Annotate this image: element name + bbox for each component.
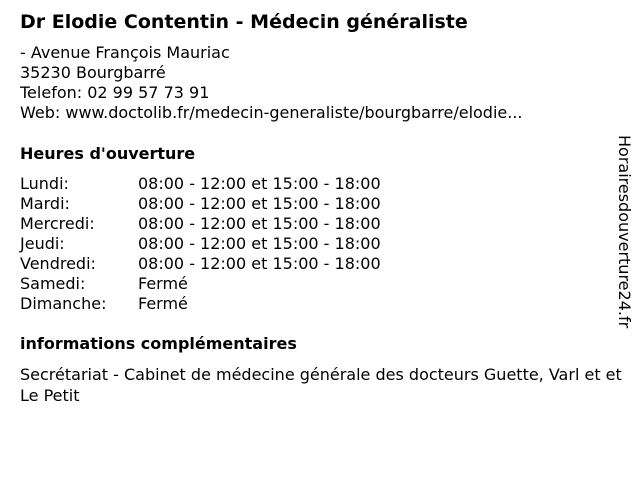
page-title: Dr Elodie Contentin - Médecin généraliste [20, 11, 468, 33]
phone-number[interactable]: Telefon: 02 99 57 73 91 [20, 83, 210, 102]
hours-day: Vendredi: [20, 254, 96, 273]
address-block [20, 43, 523, 123]
hours-day: Dimanche: [20, 294, 107, 313]
hours-time: Fermé [138, 294, 188, 313]
hours-time: 08:00 - 12:00 et 15:00 - 18:00 [138, 254, 381, 273]
watermark-text: Horairesdouverture24.fr [615, 135, 634, 329]
hours-day: Mercredi: [20, 214, 95, 233]
hours-time: 08:00 - 12:00 et 15:00 - 18:00 [138, 174, 381, 193]
additional-info-text: Secrétariat - Cabinet de médecine générale des docteurs Guette, Varl et et Le Petit [20, 365, 622, 405]
hours-time: 08:00 - 12:00 et 15:00 - 18:00 [138, 194, 381, 213]
hours-time: Fermé [138, 274, 188, 293]
hours-day: Samedi: [20, 274, 86, 293]
hours-time: 08:00 - 12:00 et 15:00 - 18:00 [138, 214, 381, 233]
hours-day: Jeudi: [20, 234, 65, 253]
hours-day: Lundi: [20, 174, 69, 193]
additional-info-heading: informations complémentaires [20, 334, 297, 353]
website-link[interactable]: Web: www.doctolib.fr/medecin-generaliste/bourgbarre/elodie... [20, 103, 523, 122]
hours-time: 08:00 - 12:00 et 15:00 - 18:00 [138, 234, 381, 253]
city-postcode: 35230 Bourgbarré [20, 63, 166, 82]
opening-hours-heading: Heures d'ouverture [20, 144, 196, 163]
hours-day: Mardi: [20, 194, 70, 213]
site-watermark [610, 135, 638, 345]
street-address: - Avenue François Mauriac [20, 43, 230, 62]
